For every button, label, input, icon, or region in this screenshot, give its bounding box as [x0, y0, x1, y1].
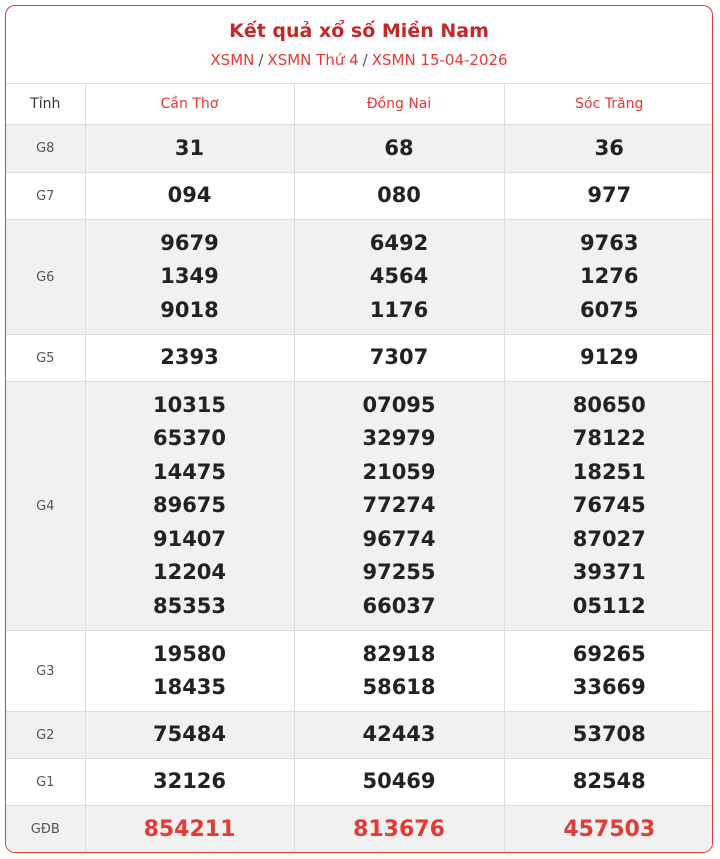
- prize-number: 094: [167, 183, 212, 208]
- prize-number: 68: [384, 135, 414, 160]
- prize-cell-dong-nai: [294, 125, 504, 173]
- prize-cell-can-tho: [85, 173, 294, 220]
- prize-number: 080: [377, 183, 421, 208]
- prize-number: 42443: [362, 722, 436, 747]
- prize-number: 19580: [152, 641, 227, 666]
- prize-cell-dong-nai: [294, 806, 504, 853]
- prize-number: 07095: [362, 393, 436, 418]
- prize-number: 65370: [152, 426, 227, 451]
- results-table: [6, 83, 713, 853]
- prize-number: 12204: [152, 560, 227, 585]
- prize-number: 18435: [152, 675, 227, 699]
- prize-cell-can-tho: [85, 220, 294, 335]
- prize-cell-dong-nai: [294, 631, 504, 712]
- breadcrumb-separator: /: [362, 51, 368, 69]
- prize-cell-dong-nai: [294, 382, 504, 631]
- prize-number: 85353: [152, 593, 227, 618]
- prize-number: 87027: [572, 526, 646, 551]
- prize-number: 77274: [362, 493, 436, 518]
- prize-number: 14475: [152, 459, 227, 484]
- prize-number: 91407: [152, 526, 227, 551]
- prize-cell-can-tho: [85, 382, 294, 631]
- prize-row-g2: [6, 712, 713, 759]
- prize-number: 9763: [580, 230, 639, 255]
- prize-number: 1349: [160, 264, 219, 289]
- prize-label: G7: [6, 173, 85, 220]
- prize-number: 33669: [572, 675, 646, 699]
- prize-row-g8: [6, 125, 713, 173]
- prize-cell-can-tho: [85, 125, 294, 173]
- prize-number: 10315: [152, 393, 227, 418]
- prize-number: 82548: [572, 769, 646, 794]
- prize-number: 7307: [369, 345, 429, 370]
- prize-cell-dong-nai: [294, 335, 504, 382]
- prize-cell-can-tho: [85, 335, 294, 382]
- prize-cell-soc-trang: [504, 631, 713, 712]
- prize-number: 96774: [362, 526, 436, 551]
- prize-row-gdb: [6, 806, 713, 853]
- prize-cell-soc-trang: [504, 806, 713, 853]
- prize-number: 89675: [152, 493, 227, 518]
- column-header-dong-nai: Đồng Nai: [294, 84, 504, 125]
- table-header-row: [6, 84, 713, 125]
- prize-label: G2: [6, 712, 85, 759]
- prize-number: 18251: [572, 459, 646, 484]
- prize-number: 82918: [362, 641, 436, 666]
- prize-cell-dong-nai: [294, 759, 504, 806]
- prize-row-g4: [6, 382, 713, 631]
- prize-cell-soc-trang: [504, 759, 713, 806]
- prize-number: 9679: [160, 230, 219, 255]
- breadcrumb-link-weekday[interactable]: XSMN Thứ 4: [267, 51, 359, 69]
- results-card: [5, 5, 713, 853]
- prize-number: 97255: [362, 560, 436, 585]
- breadcrumb-link-date[interactable]: XSMN 15-04-2026: [371, 51, 508, 69]
- prize-number: 05112: [572, 593, 646, 618]
- column-header-province: Tỉnh: [6, 84, 85, 125]
- prize-number: 4564: [369, 264, 429, 289]
- prize-number: 6492: [369, 230, 429, 255]
- special-prize-number: 813676: [353, 816, 445, 842]
- prize-number: 39371: [572, 560, 646, 585]
- prize-number: 32126: [152, 769, 227, 794]
- prize-number: 6075: [580, 297, 639, 322]
- prize-row-g3: [6, 631, 713, 712]
- page-title: Kết quả xổ số Miền Nam: [229, 20, 489, 42]
- prize-number: 58618: [362, 675, 436, 699]
- column-header-can-tho: Cần Thơ: [85, 84, 294, 125]
- prize-number: 32979: [362, 426, 436, 451]
- prize-cell-dong-nai: [294, 220, 504, 335]
- prize-cell-can-tho: [85, 759, 294, 806]
- prize-label: G3: [6, 631, 85, 712]
- prize-number: 80650: [572, 393, 646, 418]
- breadcrumb: [6, 50, 712, 70]
- special-prize-number: 854211: [143, 816, 236, 842]
- prize-label: G8: [6, 125, 85, 173]
- prize-cell-can-tho: [85, 631, 294, 712]
- prize-label: GĐB: [6, 806, 85, 853]
- prize-number: 53708: [572, 722, 646, 747]
- results-header: [6, 6, 712, 83]
- prize-cell-soc-trang: [504, 125, 713, 173]
- prize-number: 1176: [369, 297, 429, 322]
- special-prize-number: 457503: [563, 816, 656, 842]
- prize-number: 31: [174, 135, 205, 160]
- prize-label: G1: [6, 759, 85, 806]
- prize-label: G4: [6, 382, 85, 631]
- prize-label: G5: [6, 335, 85, 382]
- prize-cell-soc-trang: [504, 382, 713, 631]
- prize-number: 1276: [580, 264, 639, 289]
- prize-number: 36: [594, 135, 624, 160]
- prize-table-body: [6, 125, 713, 853]
- breadcrumb-link-xsmn[interactable]: XSMN: [210, 51, 255, 69]
- prize-cell-dong-nai: [294, 173, 504, 220]
- breadcrumb-separator: /: [258, 51, 264, 69]
- prize-number: 50469: [362, 769, 436, 794]
- prize-cell-soc-trang: [504, 335, 713, 382]
- prize-number: 78122: [572, 426, 646, 451]
- prize-row-g7: [6, 173, 713, 220]
- prize-number: 9018: [160, 297, 219, 322]
- prize-cell-can-tho: [85, 712, 294, 759]
- prize-row-g6: [6, 220, 713, 335]
- prize-row-g1: [6, 759, 713, 806]
- prize-cell-dong-nai: [294, 712, 504, 759]
- prize-number: 2393: [160, 345, 219, 370]
- prize-number: 21059: [362, 459, 436, 484]
- prize-cell-can-tho: [85, 806, 294, 853]
- prize-number: 9129: [580, 345, 639, 370]
- prize-label: G6: [6, 220, 85, 335]
- column-header-soc-trang: Sóc Trăng: [504, 84, 713, 125]
- prize-number: 69265: [572, 641, 646, 666]
- prize-number: 977: [587, 183, 632, 208]
- prize-cell-soc-trang: [504, 712, 713, 759]
- prize-cell-soc-trang: [504, 173, 713, 220]
- prize-cell-soc-trang: [504, 220, 713, 335]
- prize-number: 76745: [572, 493, 646, 518]
- prize-row-g5: [6, 335, 713, 382]
- prize-number: 66037: [362, 593, 436, 618]
- prize-number: 75484: [152, 722, 227, 747]
